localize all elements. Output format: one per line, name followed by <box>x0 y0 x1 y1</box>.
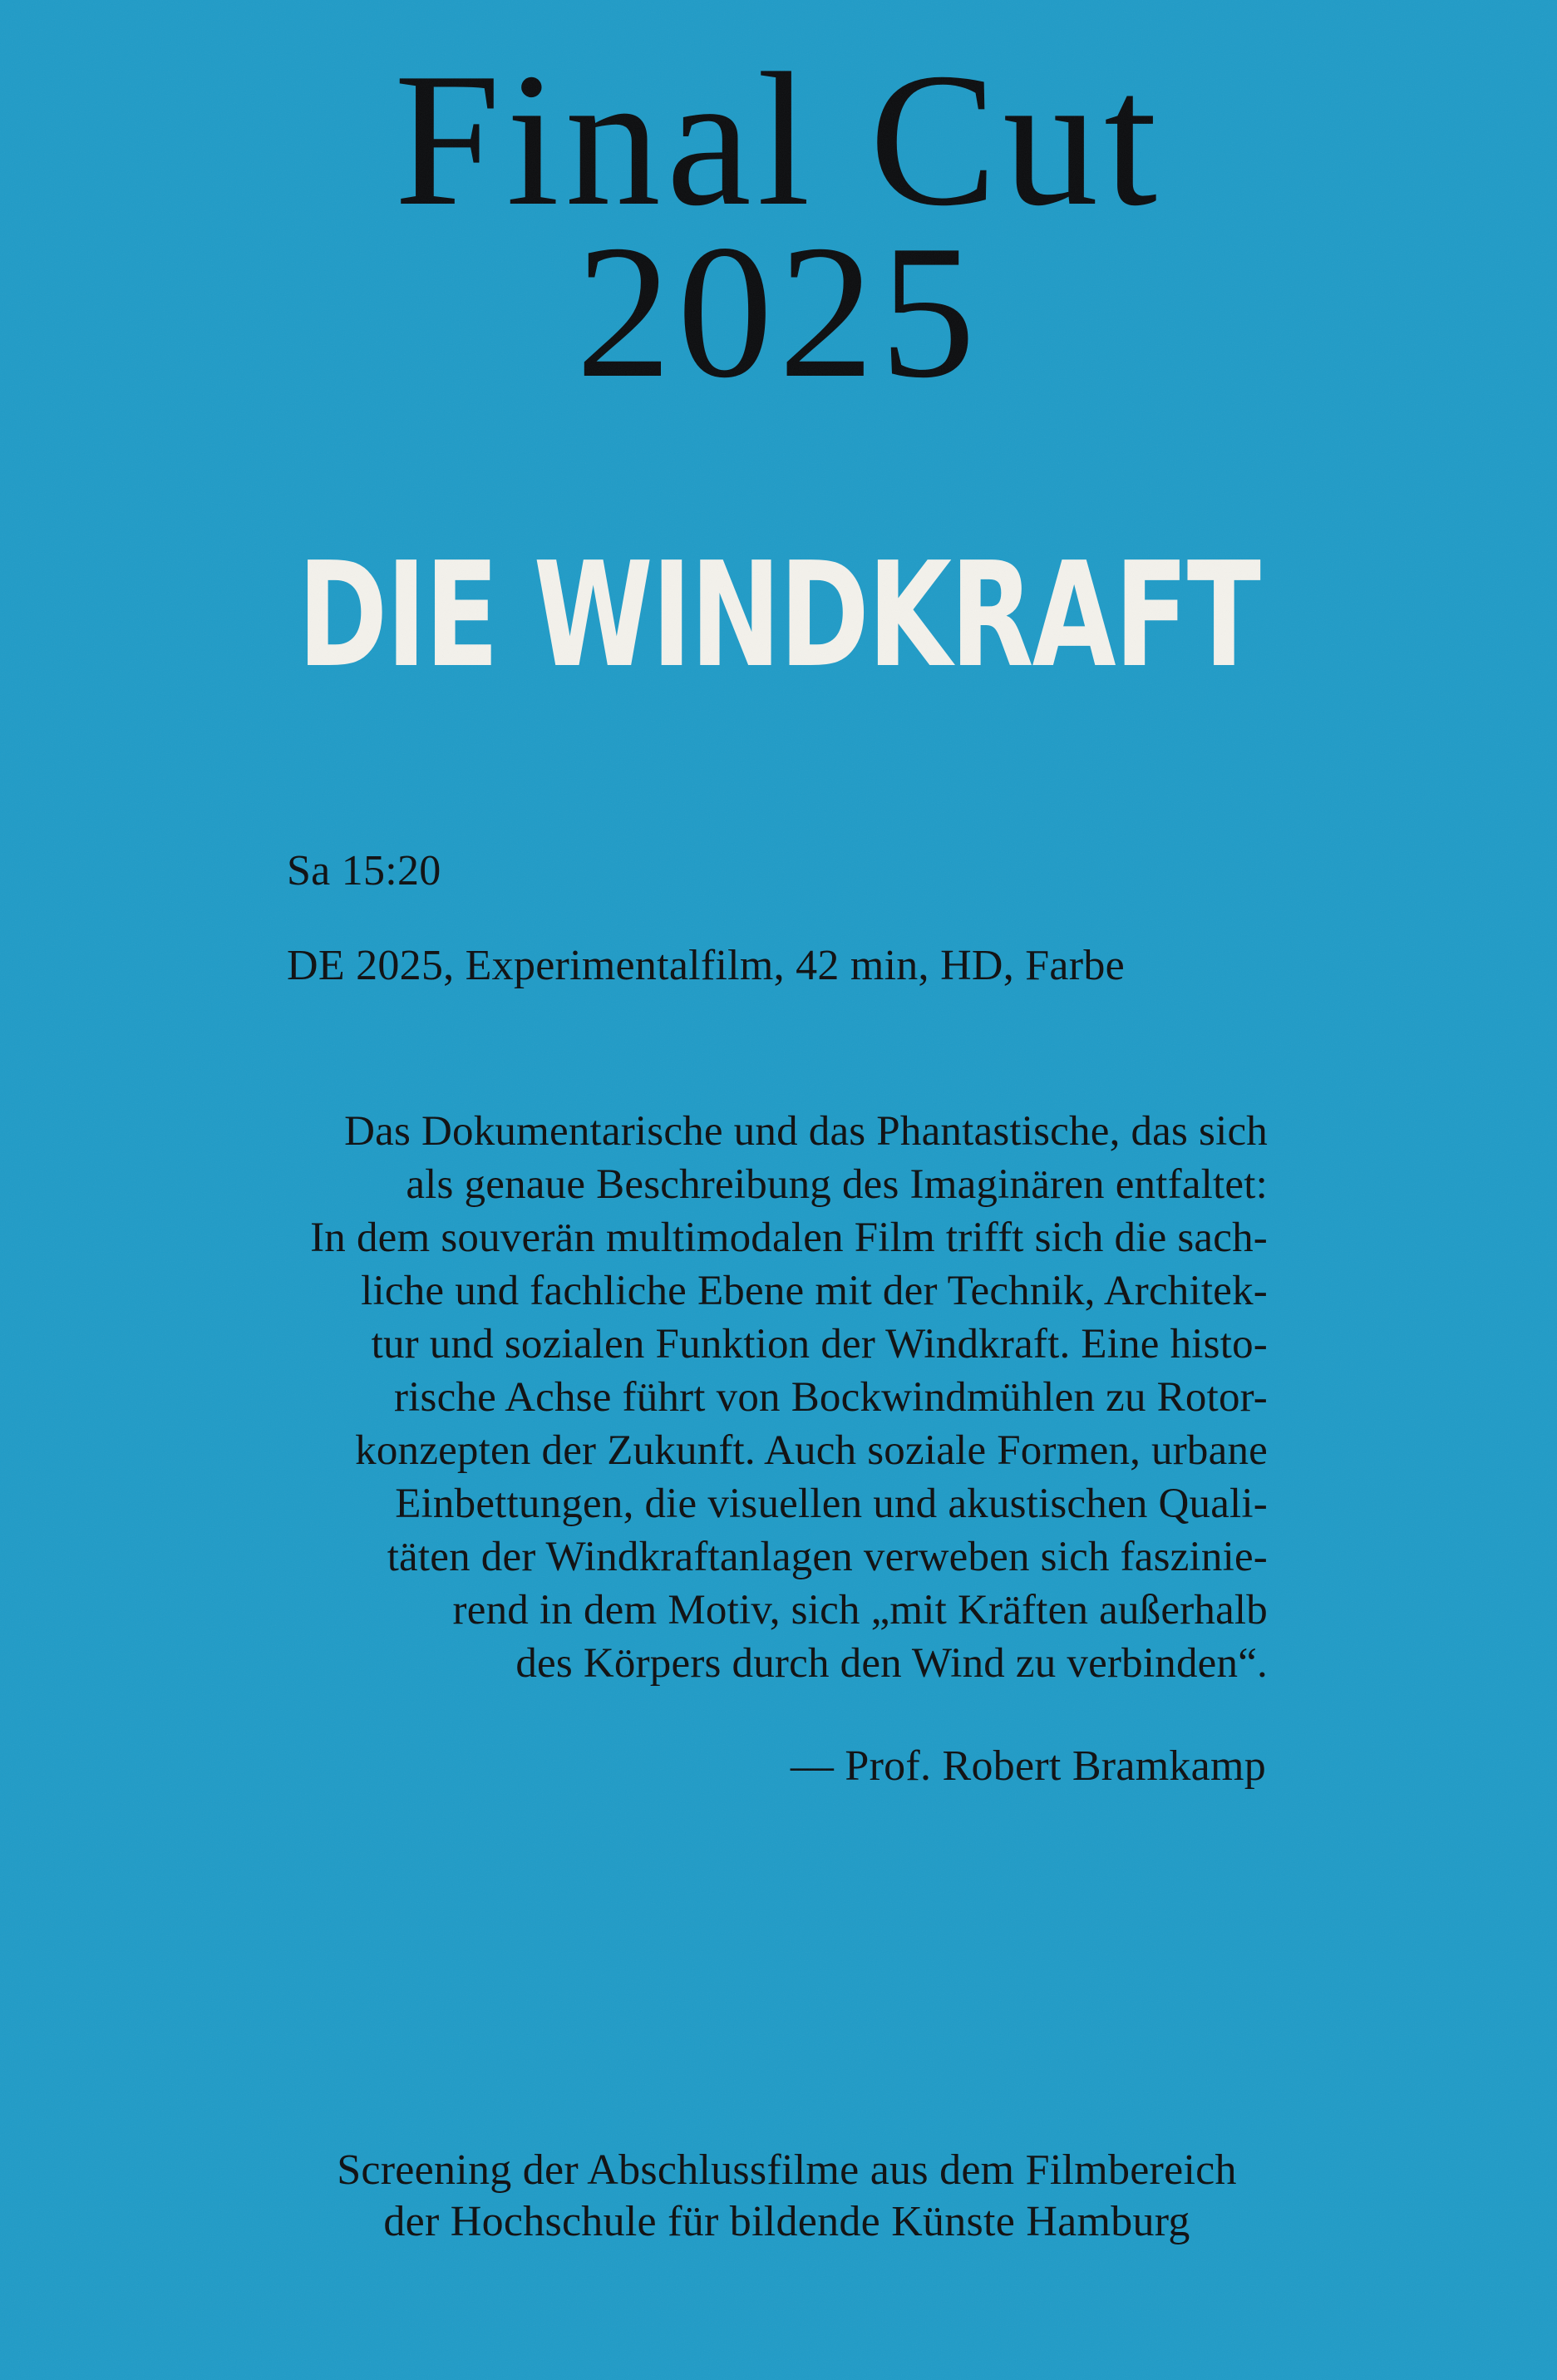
description-line: des Körpers durch den Wind zu verbinden“. <box>515 1640 1268 1687</box>
description-line: als genaue Beschreibung des Imaginären entfaltet: <box>406 1161 1268 1208</box>
description-line: liche und fachliche Ebene mit der Technik, Architek- <box>361 1268 1268 1314</box>
event-title-line1: Final Cut <box>394 33 1163 245</box>
attribution: — Prof. Robert Bramkamp <box>790 1742 1266 1790</box>
event-title <box>0 33 1557 417</box>
event-title-line2: 2025 <box>575 205 982 417</box>
film-details: DE 2025, Experimentalfilm, 42 min, HD, Farbe <box>287 942 1125 989</box>
film-description <box>287 1105 1268 1690</box>
film-title: DIE WINDKRAFT <box>298 531 1259 700</box>
footer-line1: Screening der Abschlussfilme aus dem Filmbereich <box>337 2146 1237 2194</box>
description-line: tur und sozialen Funktion der Windkraft. Eine histo- <box>371 1321 1268 1367</box>
description-line: rische Achse führt von Bockwindmühlen zu Rotor- <box>393 1374 1268 1421</box>
description-line: rend in dem Motiv, sich „mit Kräften außerhalb <box>452 1587 1268 1633</box>
description-line: Einbettungen, die visuellen und akustischen Quali- <box>395 1481 1268 1527</box>
description-line: täten der Windkraftanlagen verweben sich faszinie- <box>387 1534 1268 1580</box>
footer-line2: der Hochschule für bildende Künste Hamburg <box>383 2198 1190 2245</box>
screening-time: Sa 15:20 <box>287 847 441 894</box>
description-line: Das Dokumentarische und das Phantastische, das sich <box>344 1108 1268 1155</box>
footer-note <box>144 2145 1430 2248</box>
description-line: In dem souverän multimodalen Film trifft sich die sach- <box>310 1215 1268 1261</box>
description-line: konzepten der Zukunft. Auch soziale Formen, urbane <box>355 1427 1268 1474</box>
